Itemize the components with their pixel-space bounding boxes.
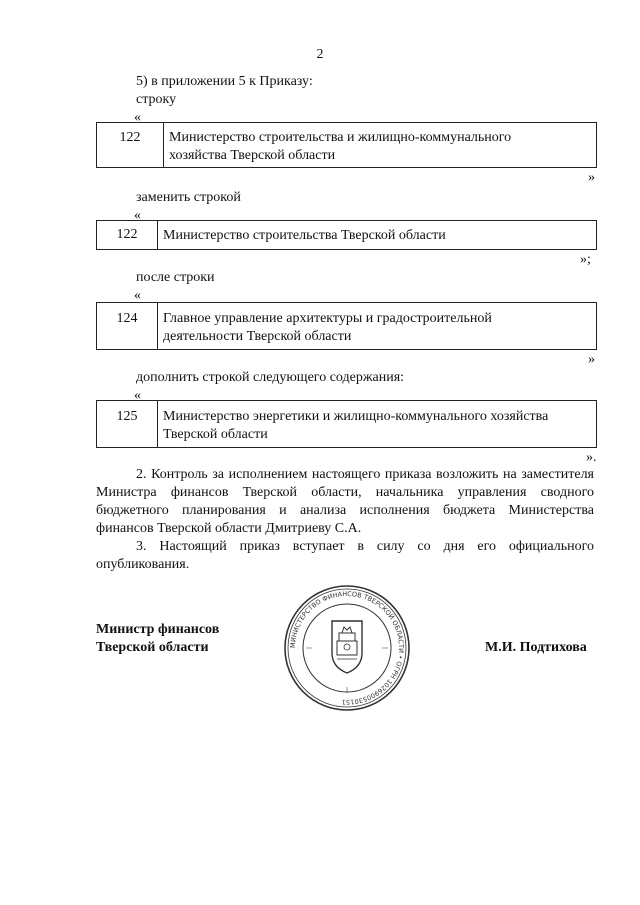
row-text-line: Министерство энергетики и жилищно-коммунального хозяйства — [163, 409, 549, 424]
table-row-124 — [96, 302, 597, 350]
seal-outer-text: МИНИСТЕРСТВО ФИНАНСОВ ТВЕРСКОЙ ОБЛАСТИ • ОГРН 1026900530151 — [288, 589, 406, 707]
table-row-122-new — [96, 220, 597, 250]
row-text-line: Министерство строительства Тверской области — [163, 228, 446, 243]
close-quote-1: » — [588, 170, 595, 185]
label-append: дополнить строкой следующего содержания: — [136, 370, 405, 385]
row-text-line: хозяйства Тверской области — [169, 148, 336, 163]
row-number: 124 — [97, 303, 158, 349]
table-row-125 — [96, 400, 597, 448]
signatory-name: М.И. Подтихова — [485, 640, 587, 655]
row-number: 122 — [97, 123, 164, 167]
row-text-line: Министерство строительства и жилищно-коммунального — [169, 130, 512, 145]
open-quote-1: « — [134, 110, 141, 125]
close-quote-2: »; — [580, 252, 591, 267]
paragraph-control: 2. Контроль за исполнением настоящего приказа возложить на заместителя Министра финансов Тверской области, начальника управления сводного бюджетного планирования и анализа исполнения бюджета Министерства финансов Тверской области Дмитриеву С.А. — [96, 467, 594, 536]
label-replace: заменить строкой — [136, 190, 241, 205]
intro-line-1: 5) в приложении 5 к Приказу: — [136, 74, 313, 89]
official-seal — [282, 583, 412, 713]
signatory-position-line-1: Министр финансов — [96, 622, 220, 637]
open-quote-2: « — [134, 208, 141, 223]
seal-inner-ring — [303, 604, 391, 692]
coat-of-arms-icon — [332, 621, 362, 673]
intro-line-2: строку — [136, 92, 177, 107]
close-quote-3: » — [588, 352, 595, 367]
open-quote-3: « — [134, 288, 141, 303]
row-text-line: Тверской области — [163, 427, 268, 442]
signatory-position-line-2: Тверской области — [96, 640, 209, 655]
row-number: 122 — [97, 221, 158, 249]
row-text-line: Главное управление архитектуры и градостроительной — [163, 311, 492, 326]
close-quote-4: ». — [586, 450, 597, 465]
row-number: 125 — [97, 401, 158, 447]
table-row-122-old — [96, 122, 597, 168]
paragraph-effective: 3. Настоящий приказ вступает в силу со дня его официального опубликования. — [96, 539, 594, 572]
row-text-line: деятельности Тверской области — [163, 329, 352, 344]
open-quote-4: « — [134, 388, 141, 403]
page-number: 2 — [316, 47, 324, 62]
label-after-row: после строки — [136, 270, 215, 285]
